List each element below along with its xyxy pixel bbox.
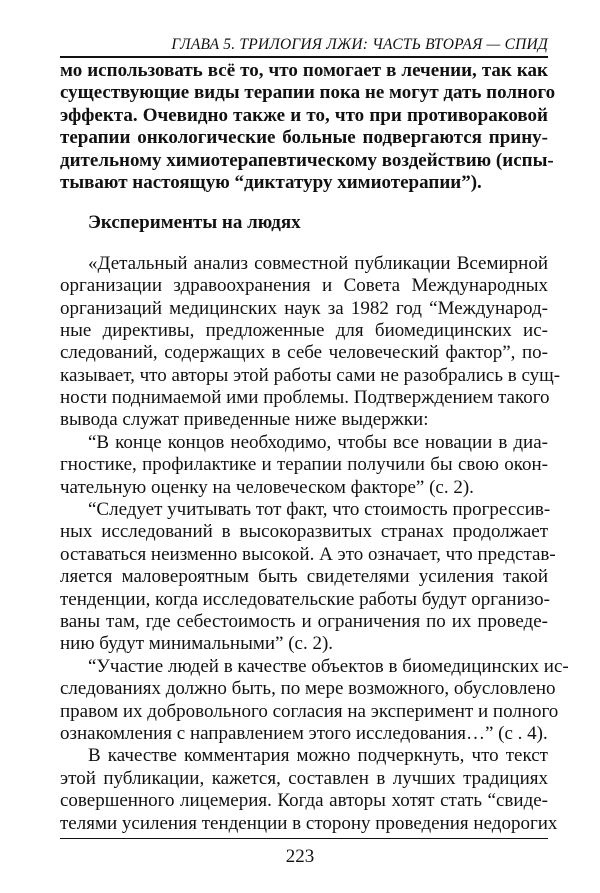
text-line: ные директивы, предложенные для биомедицинских ис- <box>60 319 548 341</box>
page-body <box>60 60 569 835</box>
intro-bold-paragraph <box>60 60 556 194</box>
page-number: 223 <box>285 846 315 867</box>
text-line: “В конце концов необходимо, чтобы все новации в диа- <box>88 431 548 453</box>
text-line: вывода служат приведенные ниже выдержки: <box>60 409 429 431</box>
text-line: совершенного лицемерия. Когда авторы хотят стать “свиде- <box>60 790 548 812</box>
footer-rule <box>60 838 548 839</box>
text-line: ознакомления с направлением этого исследования…” (с . 4). <box>60 722 548 744</box>
paragraph <box>60 655 569 746</box>
text-line: ваны там, где себестоимость и ограничения по их проведе- <box>60 610 548 632</box>
paragraph <box>60 499 556 656</box>
text-line: ности поднимаемой ими проблемы. Подтверждением такого <box>60 387 550 409</box>
text-line: дительному химиотерапевтическому воздействию (испы- <box>60 149 554 171</box>
text-line: терапии онкологические больные подвергаются прину- <box>60 127 548 149</box>
text-line: организации здравоохранения и Совета Международных <box>60 275 548 297</box>
paragraph <box>60 745 558 835</box>
text-line: ных исследований в высокоразвитых странах продолжает <box>60 521 548 543</box>
text-line: нию будут минимальными” (с. 2). <box>60 633 334 655</box>
text-line: ляется маловероятным быть свидетелями усиления такой <box>60 566 548 588</box>
text-line: эффекта. Очевидно также и то, что при противораковой <box>60 104 548 126</box>
text-line: «Детальный анализ совместной публикации Всемирной <box>88 252 548 274</box>
text-line: следованиях должно быть, по мере возможного, обусловлено <box>60 678 556 700</box>
paragraph <box>60 432 548 499</box>
section-heading: Эксперименты на людях <box>88 212 301 234</box>
paragraph <box>60 252 561 432</box>
text-line: следований, содержащих в себе человеческий фактор”, по- <box>60 342 548 364</box>
text-line: правом их добровольного согласия на эксперимент и полного <box>60 700 559 722</box>
text-line: мо использовать всё то, что помогает в лечении, так как <box>60 60 548 81</box>
text-line: тывают настоящую “диктатуру химиотерапии”). <box>60 171 482 193</box>
running-head: ГЛАВА 5. ТРИЛОГИЯ ЛЖИ: ЧАСТЬ ВТОРАЯ — СПИД <box>171 36 548 53</box>
text-line: существующие виды терапии пока не могут дать полного <box>60 82 556 104</box>
text-line: организаций медицинских наук за 1982 год “Международ- <box>60 297 548 319</box>
text-line: оставаться неизменно высокой. А это означает, что представ- <box>60 543 556 565</box>
text-line: В качестве комментария можно подчеркнуть, что текст <box>88 745 548 767</box>
text-line: тенденции, когда исследовательские работы будут организо- <box>60 588 550 610</box>
text-line: гностике, профилактике и терапии получили бы свою окон- <box>60 454 548 476</box>
text-line: телями усиления тенденции в сторону проведения недорогих <box>60 812 558 834</box>
text-line: казывает, что авторы этой работы сами не разобрались в сущ- <box>60 364 561 386</box>
text-line: этой публикации, кажется, составлен в лучших традициях <box>60 767 548 789</box>
header-rule <box>60 56 548 58</box>
text-line: чательную оценку на человеческом факторе” (с. 2). <box>60 476 474 498</box>
text-line: “Участие людей в качестве объектов в биомедицинских ис- <box>88 655 569 677</box>
text-line: “Следует учитывать тот факт, что стоимость прогрессив- <box>88 499 551 521</box>
